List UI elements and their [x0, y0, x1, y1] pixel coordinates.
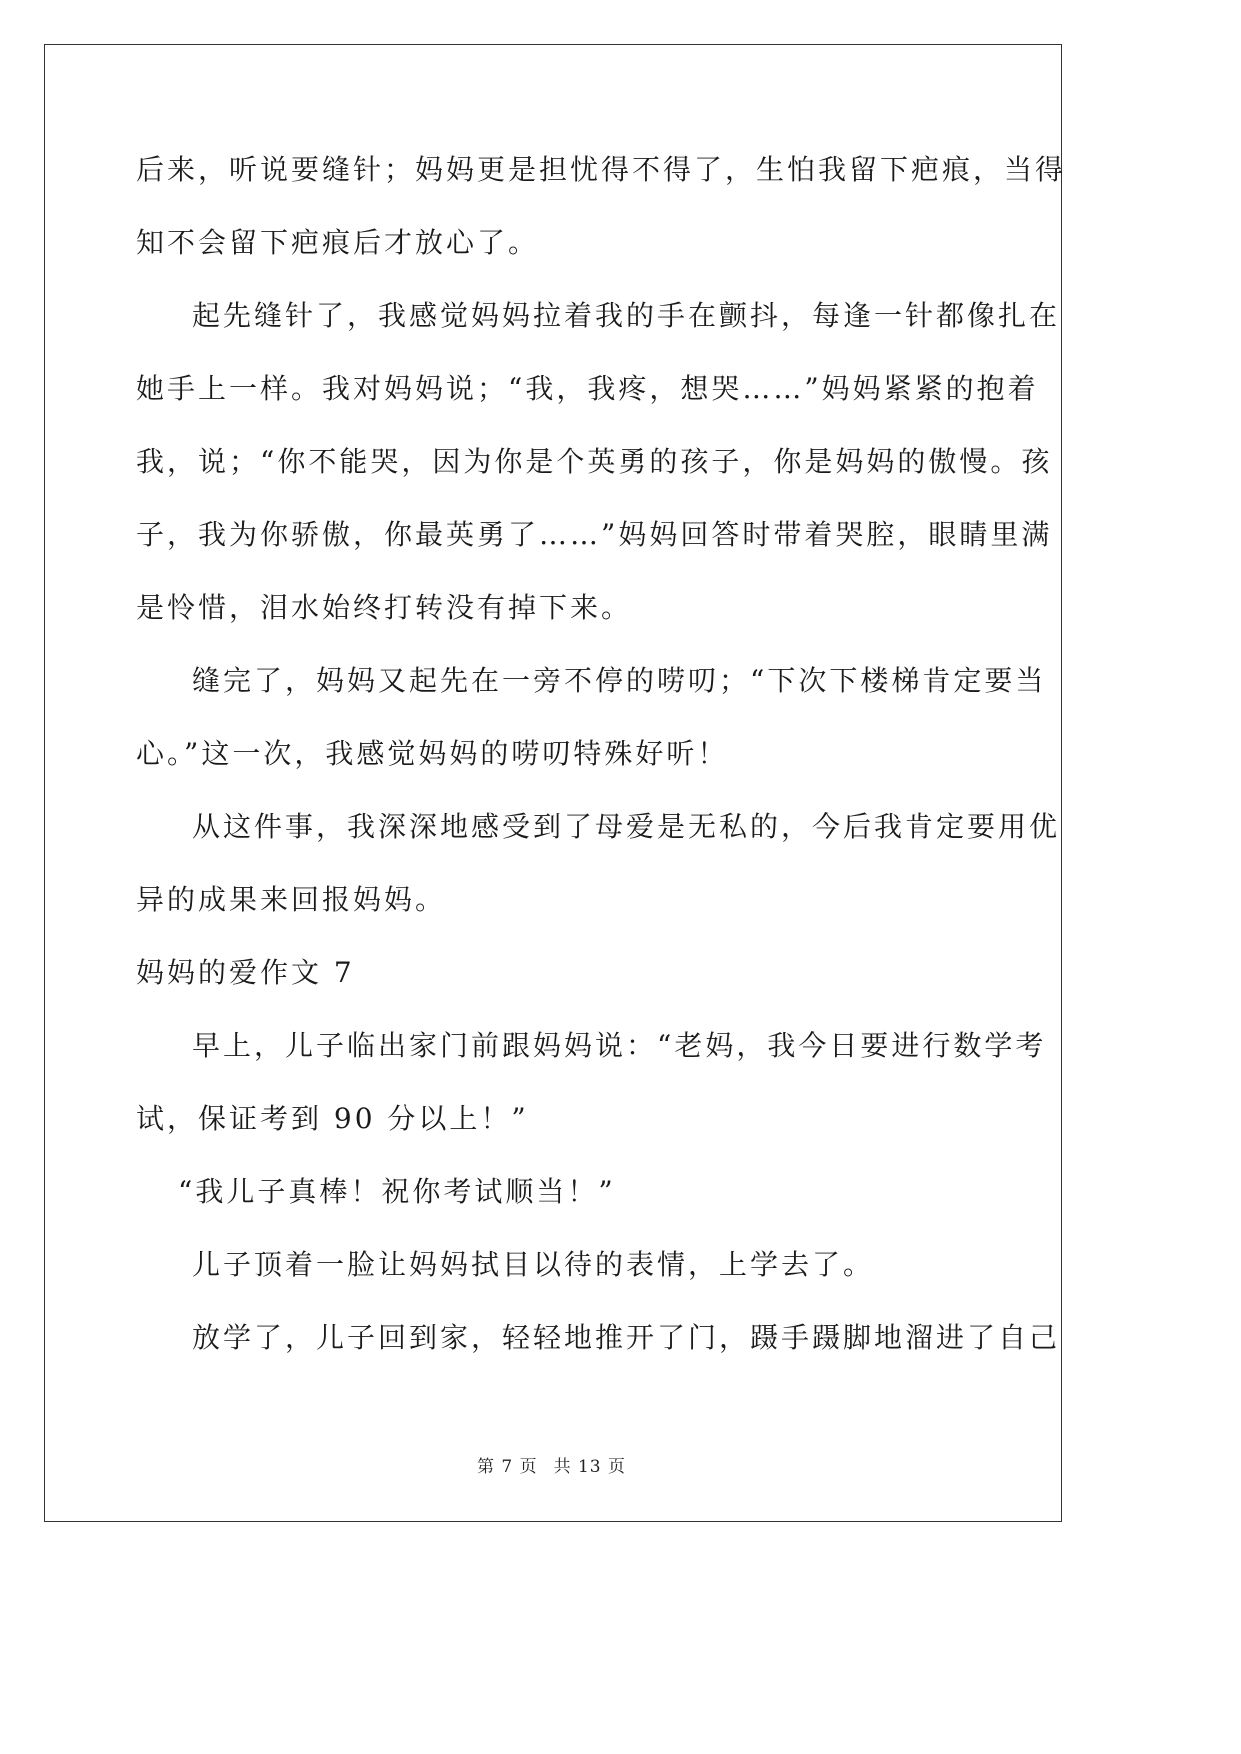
- text-line: 异的成果来回报妈妈。: [136, 883, 447, 916]
- text-line: 她手上一样。我对妈妈说；“我，我疼，想哭……”妈妈紧紧的抱着: [136, 372, 1039, 405]
- text-line: 子，我为你骄傲，你最英勇了……”妈妈回答时带着哭腔，眼睛里满: [136, 518, 1053, 551]
- page-total: 共 13 页: [553, 1457, 627, 1477]
- text-line: 缝完了，妈妈又起先在一旁不停的唠叨；“下次下楼梯肯定要当: [192, 664, 1047, 697]
- page-number: 第 7 页: [476, 1457, 538, 1477]
- text-line: 早上，儿子临出家门前跟妈妈说：“老妈，我今日要进行数学考: [192, 1029, 1047, 1062]
- document-body: [136, 142, 1067, 1383]
- text-line: 心。”这一次，我感觉妈妈的唠叨特殊好听！: [136, 737, 729, 770]
- text-line: 我，说；“你不能哭，因为你是个英勇的孩子，你是妈妈的傲慢。孩: [136, 445, 1053, 478]
- text-line: 是怜惜，泪水始终打转没有掉下来。: [136, 591, 633, 624]
- text-line: 后来，听说要缝针；妈妈更是担忧得不得了，生怕我留下疤痕，当得: [136, 153, 1067, 186]
- page-footer: [0, 1452, 1103, 1477]
- text-line: 试，保证考到 90 分以上！”: [136, 1102, 529, 1135]
- text-line: 知不会留下疤痕后才放心了。: [136, 226, 540, 259]
- text-line: 放学了，儿子回到家，轻轻地推开了门，蹑手蹑脚地溜进了自己: [192, 1321, 1061, 1354]
- text-line: 起先缝针了，我感觉妈妈拉着我的手在颤抖，每逢一针都像扎在: [192, 299, 1061, 332]
- text-line: “我儿子真棒！祝你考试顺当！”: [178, 1175, 616, 1208]
- text-line: 从这件事，我深深地感受到了母爱是无私的，今后我肯定要用优: [192, 810, 1061, 843]
- section-heading: 妈妈的爱作文 7: [136, 956, 355, 989]
- text-line: 儿子顶着一脸让妈妈拭目以待的表情，上学去了。: [192, 1248, 875, 1281]
